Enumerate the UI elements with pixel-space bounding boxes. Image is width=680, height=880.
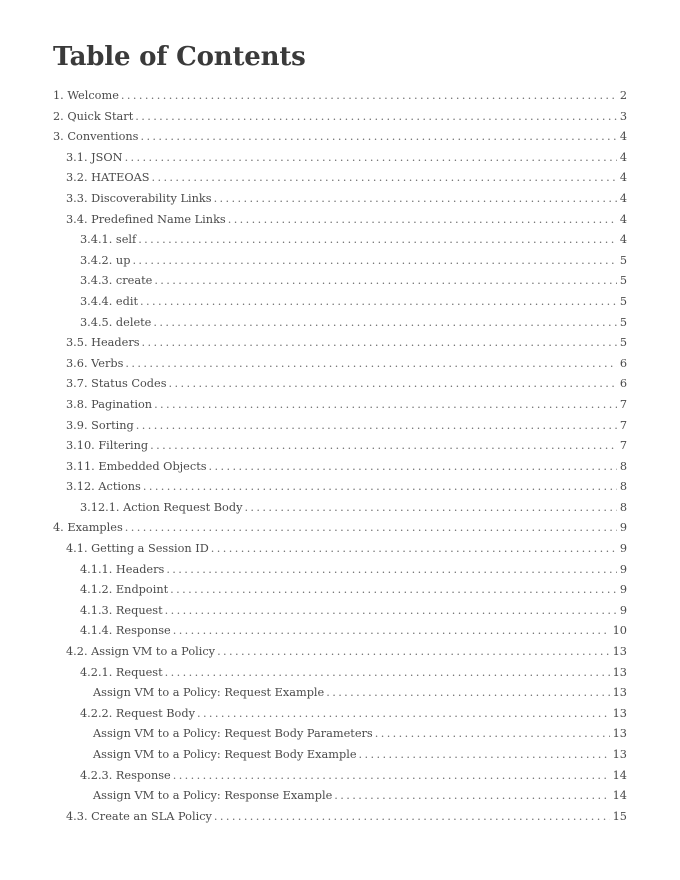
toc-entry[interactable] [53, 786, 627, 807]
toc-entry-page-number[interactable]: 13 [612, 748, 627, 761]
toc-entry-page-number[interactable]: 9 [619, 562, 627, 576]
toc-entry[interactable] [53, 271, 627, 292]
toc-entry[interactable] [53, 168, 627, 189]
toc-entry[interactable] [53, 518, 627, 539]
toc-entry[interactable] [53, 107, 627, 128]
toc-dot-leader [125, 354, 616, 375]
toc-entry-label[interactable]: 3.3. Discoverability Links [66, 191, 212, 205]
toc-entry-page-number[interactable]: 4 [619, 130, 627, 144]
toc-entry[interactable] [53, 807, 627, 828]
toc-entry[interactable] [53, 230, 627, 251]
page-title: Table of Contents [53, 42, 306, 72]
toc-entry-page-number[interactable]: 3 [619, 109, 627, 123]
toc-dot-leader [209, 457, 617, 478]
toc-entry-label[interactable]: 4.1.4. Response [80, 624, 171, 638]
toc-entry-page-number[interactable]: 13 [612, 686, 627, 700]
toc-entry-page-number[interactable]: 8 [619, 480, 627, 494]
toc-entry-label[interactable]: 3.8. Pagination [66, 397, 153, 411]
toc-entry-page-number[interactable]: 2 [619, 89, 627, 102]
toc-dot-leader [121, 86, 617, 107]
toc-entry-label[interactable]: 4. Examples [53, 521, 123, 535]
toc-dot-leader [125, 518, 617, 539]
toc-entry-label[interactable]: 4.1.3. Request [80, 603, 163, 617]
toc-entry-page-number[interactable]: 9 [619, 521, 627, 535]
toc-entry-page-number[interactable]: 7 [619, 439, 627, 453]
toc-dot-leader [154, 395, 617, 416]
toc-entry[interactable] [53, 601, 627, 622]
toc-entry-page-number[interactable]: 13 [612, 727, 627, 741]
toc-entry[interactable] [53, 251, 627, 272]
toc-entry-page-number[interactable]: 9 [619, 603, 627, 617]
toc-entry[interactable] [53, 189, 627, 210]
toc-entry-label[interactable]: 3.4.1. self [80, 233, 137, 247]
toc-entry-label[interactable]: 3.4.5. delete [80, 315, 152, 329]
toc-entry-page-number[interactable]: 9 [619, 542, 627, 556]
toc-entry-label[interactable]: 3.2. HATEOAS [66, 171, 150, 185]
toc-entry[interactable] [53, 642, 627, 663]
toc-dot-leader [165, 663, 610, 684]
toc-entry-label[interactable]: 3.4.4. edit [80, 294, 138, 308]
toc-entry[interactable] [53, 580, 627, 601]
toc-entry[interactable] [53, 313, 627, 334]
toc-entry-page-number[interactable]: 13 [612, 706, 627, 720]
toc-entry[interactable] [53, 621, 627, 642]
toc-entry-label[interactable]: 4.1.2. Endpoint [80, 583, 169, 597]
toc-entry-label[interactable]: 4.2. Assign VM to a Policy [66, 645, 216, 659]
toc-entry-label[interactable]: Assign VM to a Policy: Request Example [93, 686, 325, 700]
toc-entry-page-number[interactable]: 15 [612, 809, 627, 823]
toc-dot-leader [151, 168, 616, 189]
toc-entry-label[interactable]: 3.6. Verbs [66, 356, 124, 370]
toc-entry-label[interactable]: 2. Quick Start [53, 109, 134, 123]
toc-entry[interactable] [53, 498, 627, 519]
toc-dot-leader [173, 766, 610, 787]
toc-entry-label[interactable]: 3.9. Sorting [66, 418, 134, 432]
toc-entry[interactable] [53, 539, 627, 560]
toc-entry[interactable] [53, 354, 627, 375]
toc-entry[interactable] [53, 292, 627, 313]
toc-entry-label[interactable]: 3.4.3. create [80, 274, 153, 288]
toc-entry-label[interactable]: 3.1. JSON [66, 150, 123, 164]
toc-entry-page-number[interactable]: 5 [619, 336, 627, 350]
toc-entry[interactable] [53, 560, 627, 581]
toc-dot-leader [197, 704, 610, 725]
toc-dot-leader [244, 498, 616, 519]
toc-entry-label[interactable]: 4.3. Create an SLA Policy [66, 809, 212, 823]
toc-dot-leader [375, 724, 610, 745]
toc-dot-leader [217, 642, 610, 663]
toc-dot-leader [165, 601, 617, 622]
toc-entry[interactable] [53, 724, 627, 745]
toc-entry-label[interactable]: 3. Conventions [53, 130, 139, 144]
toc-entry-page-number[interactable]: 4 [619, 233, 627, 247]
toc-dot-leader [135, 107, 617, 128]
toc-dot-leader [132, 251, 616, 272]
toc-entry-label[interactable]: Assign VM to a Policy: Request Body Example [93, 748, 357, 761]
toc-dot-leader [169, 374, 617, 395]
toc-entry[interactable] [53, 477, 627, 498]
toc-dot-leader [142, 333, 617, 354]
toc-entry-page-number[interactable]: 8 [619, 500, 627, 514]
toc-dot-leader [228, 210, 617, 231]
toc-dot-leader [334, 786, 609, 807]
toc-entry[interactable] [53, 663, 627, 684]
toc-entry-page-number[interactable]: 7 [619, 418, 627, 432]
toc-entry-label[interactable]: 4.2.2. Request Body [80, 706, 195, 720]
toc-entry[interactable] [53, 148, 627, 169]
toc-dot-leader [136, 416, 617, 437]
toc-entry[interactable] [53, 436, 627, 457]
toc-entry-label[interactable]: 3.11. Embedded Objects [66, 459, 207, 473]
toc-entry[interactable] [53, 210, 627, 231]
toc-dot-leader [173, 621, 610, 642]
toc-entry-label[interactable]: 3.12. Actions [66, 480, 141, 494]
toc-entry-page-number[interactable]: 5 [619, 294, 627, 308]
toc-dot-leader [150, 436, 617, 457]
toc-entry-label[interactable]: 4.2.3. Response [80, 768, 171, 782]
toc-entry[interactable] [53, 333, 627, 354]
toc-dot-leader [211, 539, 617, 560]
toc-entry-label[interactable]: 3.5. Headers [66, 336, 140, 350]
toc-entry-page-number[interactable]: 4 [619, 191, 627, 205]
toc-entry-page-number[interactable]: 5 [619, 274, 627, 288]
toc-dot-leader [326, 683, 609, 704]
toc-list [53, 86, 627, 827]
toc-entry-label[interactable]: 1. Welcome [53, 89, 119, 102]
toc-dot-leader [140, 127, 616, 148]
toc-dot-leader [166, 560, 616, 581]
toc-dot-leader [154, 271, 617, 292]
toc-entry[interactable] [53, 766, 627, 787]
toc-entry-page-number[interactable]: 5 [619, 253, 627, 267]
toc-dot-leader [214, 189, 617, 210]
toc-entry[interactable] [53, 457, 627, 478]
toc-entry-page-number[interactable]: 6 [619, 377, 627, 391]
toc-dot-leader [143, 477, 617, 498]
toc-dot-leader [140, 292, 617, 313]
toc-entry-page-number[interactable]: 4 [619, 212, 627, 226]
toc-entry-page-number[interactable]: 13 [612, 645, 627, 659]
toc-entry-page-number[interactable]: 4 [619, 150, 627, 164]
toc-entry[interactable] [53, 704, 627, 725]
toc-entry[interactable] [53, 86, 627, 107]
toc-dot-leader [214, 807, 610, 828]
toc-entry-label[interactable]: 3.4.2. up [80, 253, 131, 267]
toc-entry-page-number[interactable]: 7 [619, 397, 627, 411]
toc-entry-label[interactable]: 3.12.1. Action Request Body [80, 500, 243, 514]
toc-entry-label[interactable]: 4.1.1. Headers [80, 562, 165, 576]
toc-entry-label[interactable]: Assign VM to a Policy: Response Example [93, 789, 333, 803]
toc-dot-leader [125, 148, 617, 169]
toc-dot-leader [153, 313, 616, 334]
toc-entry[interactable] [53, 395, 627, 416]
toc-entry-label[interactable]: 4.2.1. Request [80, 665, 163, 679]
toc-entry-page-number[interactable]: 6 [619, 356, 627, 370]
toc-dot-leader [138, 230, 617, 251]
toc-dot-leader [359, 745, 610, 766]
toc-entry-label[interactable]: Assign VM to a Policy: Request Body Parameters [93, 727, 373, 741]
toc-dot-leader [170, 580, 617, 601]
toc-entry-page-number[interactable]: 5 [619, 315, 627, 329]
toc-entry-page-number[interactable]: 9 [619, 583, 627, 597]
toc-entry-page-number[interactable]: 8 [619, 459, 627, 473]
toc-entry-label[interactable]: 4.1. Getting a Session ID [66, 542, 209, 556]
toc-entry-label[interactable]: 3.7. Status Codes [66, 377, 167, 391]
toc-entry-page-number[interactable]: 14 [612, 768, 627, 782]
toc-entry[interactable] [53, 416, 627, 437]
toc-entry-page-number[interactable]: 14 [612, 789, 627, 803]
toc-entry-label[interactable]: 3.4. Predefined Name Links [66, 212, 226, 226]
toc-entry-page-number[interactable]: 4 [619, 171, 627, 185]
toc-entry-page-number[interactable]: 13 [612, 665, 627, 679]
toc-entry[interactable] [53, 683, 627, 704]
toc-entry[interactable] [53, 374, 627, 395]
toc-entry-label[interactable]: 3.10. Filtering [66, 439, 149, 453]
toc-entry[interactable] [53, 127, 627, 148]
toc-entry[interactable] [53, 745, 627, 766]
toc-entry-page-number[interactable]: 10 [612, 624, 627, 638]
